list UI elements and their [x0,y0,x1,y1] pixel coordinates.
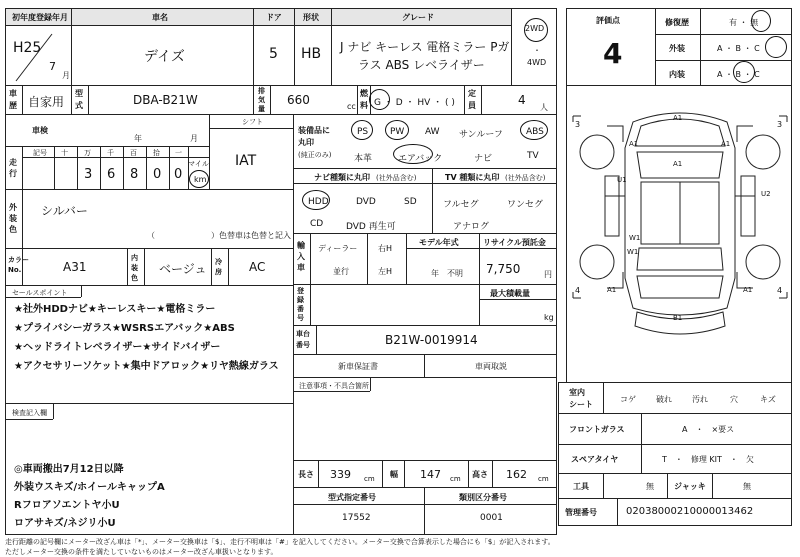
drive-dot: ・ [533,46,541,55]
class-no-cell: 類別区分番号 0001 [424,487,557,535]
dims-row: 長さ 339 cm 幅 147 cm 高さ 162 cm [293,460,557,488]
mileage-digit: 3 [84,167,93,182]
grade-header: グレード [331,8,512,26]
interior-b-circle [733,61,755,83]
inspector-note-line: ◎車両搬出7月12日以降 [14,464,124,475]
exterior-color-value: シルバー [41,204,88,218]
shape-value: HB [301,46,322,62]
displacement-cell: 660 cc [270,85,358,115]
damage-mark: B1 [673,314,683,322]
sales-point-line: ★プライバシーガラス★WSRSエアバック★ABS [14,323,235,334]
damage-mark: A1 [607,286,617,294]
capacity-cell: 4 人 [481,85,557,115]
mileage-digit: 8 [130,167,139,182]
interior-sheet-cell: コゲ 破れ 汚れ 穴 キズ [603,382,792,414]
mileage-digit: 0 [174,167,183,182]
restore-none-circle [751,10,771,32]
mileage-cell: 記号 十 万 千 百 拾 一 3 6 8 0 0 マイル km [22,146,210,190]
model-cell [88,85,254,115]
restore-cell: 有 ・ 無 [700,8,792,35]
aircon-cell: AC [228,248,294,286]
mileage-digit: 0 [153,167,162,182]
sales-point-line: ★社外HDDナビ★キーレスキー★電格ミラー [14,304,216,315]
damage-mark: U2 [761,190,771,198]
car-name-cell [71,25,254,86]
mileage-label-cell: 走 行 [5,146,23,190]
type-no-cell: 型式指定番号 17552 [293,487,425,535]
color-no-label-cell: カラー No. [5,248,23,286]
score-cell: 評価点 4 [566,8,656,86]
inspection-cell: 車検 年 月 [5,114,210,147]
max-load-cell: 最大積載量 kg [479,284,557,326]
jack-cell: 無 [712,473,792,499]
use-cell: 自家用 [22,85,72,115]
shape-header: 形状 [294,8,332,26]
damage-mark: W1 [629,234,641,242]
car-name-header: 車名 [71,8,254,26]
spare-cell: T ・ 修理 KIT ・ 欠 [641,444,792,474]
displacement-value: 660 [287,93,310,107]
inspector-note-line: 外装ウスキズ/ホイールキャップA [14,482,165,493]
shift-cell: シフト IAT [209,114,294,190]
mgmt-label-cell: 管理番号 [558,498,618,526]
equipment-section: 装備品に 丸印 (純正のみ) PS PW AW サンルーフ ABS 本革 エアバック ナビ TV [293,114,557,169]
recycle-cell: リサイクル預託金 7,750 円 [479,233,557,285]
mgmt-number: 02038000210000013462 [626,506,754,517]
spare-label-cell: スペアタイヤ [558,444,642,474]
windshield-label-cell: フロントガラス [558,413,642,445]
model-value: DBA-B21W [133,93,198,107]
warranty-cell: 新車保証書 [293,354,425,378]
reg-no-cell [310,284,480,326]
interior-sheet-label-cell: 室内 シート [558,382,604,414]
abs-circle [520,120,548,140]
inspector-note-line: ロアサキズ/ネジリ小U [14,518,116,529]
exterior-c-circle [765,36,787,58]
pw-circle [385,120,409,140]
import-label-cell: 輸 入 車 [293,233,311,285]
car-outline-diagram [567,86,793,384]
drive-4wd: 4WD [527,58,547,67]
reg-era: H25 [13,40,42,56]
shift-value: IAT [235,153,257,169]
chassis-label-cell: 車台 番号 [293,325,317,355]
windshield-cell: A ・ ×要ス [641,413,792,445]
sales-points-section: セールスポイント ★社外HDDナビ★キーレスキー★電格ミラー ★プライバシーガラス★WSRSエアバック★ABS ★ヘッドライトレベライザー★サイドバイザー ★アクセサリーソケット★集中ドアロック★リヤ熱線ガラス [5,285,294,404]
capacity-value: 4 [518,93,526,107]
chassis-value: B21W-0019914 [385,333,478,347]
footer-note-2: ただしメーター交換の条件を満たしていないものはメーター改ざん車扱いとなります。 [5,548,278,556]
notes-cell: 注意事項・不具合箇所 [293,377,557,461]
import-dealer-cell: ディーラー 並行 [310,233,368,285]
inspector-note-line: Rフロアソエントヤ小U [14,500,120,511]
km-circle [189,170,209,188]
exterior-color-label-cell: 外 装 色 [5,189,23,249]
interior-label-cell: 内装 [655,60,701,86]
airbag-circle [393,144,433,164]
car-name: デイズ [144,49,185,65]
import-hand-cell: 右H 左H [367,233,407,285]
reg-month: 7 [49,60,56,73]
damage-mark: U1 [617,176,627,184]
reg-year-header: 初年度登録年月 [5,8,72,26]
drive-2wd: 2WD [525,24,545,33]
interior-cell: ベージュ [144,248,212,286]
exterior-label-cell: 外装 [655,34,701,61]
restore-label-cell: 修復歴 [655,8,701,35]
sales-point-line: ★ヘッドライトレベライザー★サイドバイザー [14,342,221,353]
tools-label-cell: 工具 [558,473,604,499]
interior-label-cell: 内 装 色 [127,248,145,286]
mileage-digit: 6 [107,167,116,182]
reg-no-label-cell: 登 録 番 号 [293,284,311,326]
grade-line1: J ナビ キーレス 電格ミラー Pガ [340,40,510,54]
doors-value: 5 [269,46,278,62]
grade-cell [331,25,512,86]
tools-cell: 無 [603,473,668,499]
shape-cell [294,25,332,86]
jack-label-cell: ジャッキ [667,473,713,499]
damage-mark: W1 [627,248,639,256]
car-diagram: 3 3 4 4 A1 A1 A1 A1 U1 U2 W1 W1 A1 A1 B1 [566,85,792,383]
reg-year-cell: H25 7 月 [5,25,72,86]
exterior-color-cell: シルバー （ ）色替車は色替と記入 [22,189,294,249]
inspector-notes-section: 検査記入欄 ◎車両搬出7月12日以降 外装ウスキズ/ホイールキャップA Rフロアソエントヤ小U ロアサキズ/ネジリ小U [5,403,294,535]
mgmt-cell [617,498,792,526]
damage-mark: A1 [673,160,683,168]
exterior-score-cell: A ・ B ・ C [700,34,792,61]
displacement-label-cell: 排 気 量 [253,85,271,115]
footer-note-1: 走行距離の記号欄にメーター改ざん車は「*」、メーター交換車は「$」、走行不明車は「#」を記入してください。メーター交換で合算表示した場合にも「$」が記入されます。 [5,538,555,546]
fuel-options: G ・ D ・ HV ・ ( ) [374,98,455,108]
score-value: 4 [603,37,623,70]
manual-cell: 車両取説 [424,354,557,378]
sales-point-line: ★アクセサリーソケット★集中ドアロック★リヤ熱線ガラス [14,361,279,372]
model-year-cell: モデル年式 年 不明 [406,233,480,285]
color-no-cell: A31 [22,248,128,286]
damage-mark: A1 [743,286,753,294]
interior-score-cell: A ・ B ・ C [700,60,792,86]
doors-header: ドア [253,8,295,26]
fuel-label-cell: 燃 料 [357,85,371,115]
fuel-g-circle [369,89,390,110]
navi-section: ナビ種類に丸印 (社外品含む) HDD DVD SD CD DVD 再生可 [293,168,433,234]
ps-circle [351,120,373,140]
use-label-cell: 車 歴 [5,85,23,115]
capacity-label-cell: 定 員 [464,85,482,115]
damage-mark: A1 [673,114,683,122]
tv-section: TV 種類に丸印 (社外品含む) フルセグ ワンセグ アナログ [432,168,557,234]
damage-mark: A1 [721,140,731,148]
doors-cell [253,25,295,86]
aircon-label-cell: 冷 房 [211,248,229,286]
grade-line2: ラス ABS レベライザー [358,58,485,72]
damage-mark: A1 [629,140,639,148]
chassis-cell [316,325,557,355]
hdd-circle [302,190,330,210]
model-label-cell: 型 式 [71,85,89,115]
